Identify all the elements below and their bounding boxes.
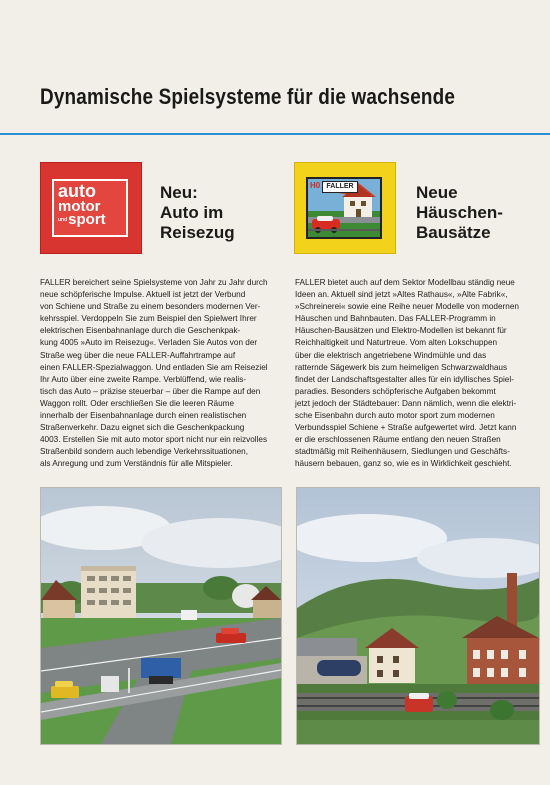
model-town-factory-illustration bbox=[297, 488, 539, 744]
logo-word-sport: sport bbox=[68, 211, 106, 229]
model-road-layout-illustration bbox=[41, 488, 281, 744]
left-paragraph-line: einen FALLER-Spezialwaggon. Und entladen Sie am Reiseziel bbox=[40, 362, 268, 372]
left-paragraph-line: als Anregung und zum Verständnis für alle Mitspieler. bbox=[40, 459, 233, 469]
right-paragraph-line: Häuschen und Bahnbauten. Das FALLER-Programm in bbox=[295, 314, 496, 324]
auto-motor-sport-logo bbox=[40, 162, 142, 254]
left-paragraph-line: von Schiene und Straße zu einem besonders modernen Ver- bbox=[40, 302, 261, 312]
left-paragraph-line: tisch das Auto – präzise steuerbar – über die Rampe auf den bbox=[40, 386, 261, 396]
model-road-layout-photo bbox=[40, 487, 282, 745]
logo-word-motor: motor bbox=[58, 197, 101, 215]
left-paragraph-line: 4003. Erstellen Sie mit auto motor sport nicht nur ein reizvolles bbox=[40, 435, 268, 445]
left-paragraph-line: Straßenverkehr. Dazu eignet sich die Geschenkpackung bbox=[40, 423, 245, 433]
logo-word-sport-line bbox=[58, 213, 122, 227]
left-paragraph-line: innerhalb der Eisenbahnanlage durch einen realistischen bbox=[40, 411, 247, 421]
right-paragraph-line: Ideen an. Aktuell sind jetzt »Altes Rathaus«, »Alte Fabrik«, bbox=[295, 290, 508, 300]
left-paragraph-line: FALLER bereichert seine Spielsysteme von Jahr zu Jahr durch bbox=[40, 278, 268, 287]
right-paragraph-line: er die erschlossenen Räume entlang den neuen Straßen bbox=[295, 435, 501, 445]
right-paragraph-line: Reichhaltigkeit und Naturtreue. Vom alten Lokschuppen bbox=[295, 338, 498, 348]
right-paragraph-line: ratternde Sägewerk bis zum heimeligen Schwarzwaldhaus bbox=[295, 362, 508, 372]
right-heading-line-2: Häuschen- bbox=[416, 203, 503, 222]
left-paragraph-line: Straße weg über die neue FALLER-Auffahrtrampe auf bbox=[40, 350, 236, 360]
left-paragraph-line: Straßenbild sondern auch lebendige Verkehrssituationen, bbox=[40, 447, 249, 457]
left-paragraph-line: kehrsspiel. Verdoppeln Sie zum Beispiel den Spielwert Ihrer bbox=[40, 314, 257, 324]
left-paragraph-line: elektrischen Eisenbahnanlage durch die Geschenkpak- bbox=[40, 326, 241, 336]
right-paragraph-line: paradies. Besonders schöpferische Aufgaben bekommt bbox=[295, 386, 496, 396]
right-section-heading bbox=[416, 183, 503, 243]
right-paragraph-line: findet der Landschaftsgestalter alles für ein idyllisches Spiel- bbox=[295, 374, 514, 384]
left-heading-line-1: Neu: bbox=[160, 183, 198, 202]
faller-brand-label: FALLER bbox=[322, 181, 358, 193]
right-paragraph-line: über die elektrisch angetriebene Windmühle und das bbox=[295, 350, 487, 360]
right-paragraph-line: FALLER bietet auch auf dem Sektor Modellbau ständig neue bbox=[295, 278, 515, 287]
faller-logo bbox=[294, 162, 396, 254]
left-section-heading bbox=[160, 183, 235, 243]
right-heading-line-3: Bausätze bbox=[416, 223, 491, 242]
left-paragraph-line: kung 4005 »Auto im Reisezug«. Verladen Sie Autos von der bbox=[40, 338, 258, 348]
right-paragraph-line: jetzt jedoch der Städtebauer: Dann nämlich, wenn die elektri- bbox=[295, 398, 517, 408]
right-heading-line-1: Neue bbox=[416, 183, 458, 202]
model-town-factory-photo bbox=[296, 487, 540, 745]
blue-divider-rule bbox=[0, 133, 550, 135]
left-heading-line-3: Reisezug bbox=[160, 223, 235, 242]
logo-word-auto: auto bbox=[58, 181, 96, 201]
left-paragraph-line: Waggon rollt. Oder erschließen Sie die leeren Räume bbox=[40, 398, 235, 408]
faller-logo-scene bbox=[306, 177, 382, 239]
right-paragraph bbox=[295, 277, 527, 471]
right-paragraph-line: Verbundsspiel Schiene + Straße aufgewertet wird. Jetzt kann bbox=[295, 423, 517, 433]
right-paragraph-line: Häuschen-Bausätzen und Elektro-Modellen ist bekannt für bbox=[295, 326, 507, 336]
left-paragraph-line: Ihr Auto über eine zweite Rampe. Verblüffend, wie realis- bbox=[40, 374, 247, 384]
right-paragraph-line: stadtmäßig mit Reihenhäusern, Siedlungen und Geschäfts- bbox=[295, 447, 510, 457]
left-heading-line-2: Auto im bbox=[160, 203, 224, 222]
right-paragraph-line: »Schreinerei« sowie eine Reihe neuer Modelle von modernen bbox=[295, 302, 519, 312]
left-paragraph bbox=[40, 277, 280, 471]
right-paragraph-line: sche Eisenbahn durch auto motor sport zum modernen bbox=[295, 411, 495, 421]
page-headline: Dynamische Spielsysteme für die wachsende bbox=[40, 84, 456, 109]
faller-ho-label: H0 bbox=[310, 181, 321, 190]
left-paragraph-line: neue schöpferische Impulse. Aktuell ist jetzt der Verbund bbox=[40, 290, 246, 300]
right-paragraph-line: häusern bebauen, ganz so, wie es in Wirklichkeit geschieht. bbox=[295, 459, 512, 469]
auto-motor-sport-logo-frame bbox=[52, 179, 128, 237]
logo-word-und: und bbox=[58, 217, 68, 224]
